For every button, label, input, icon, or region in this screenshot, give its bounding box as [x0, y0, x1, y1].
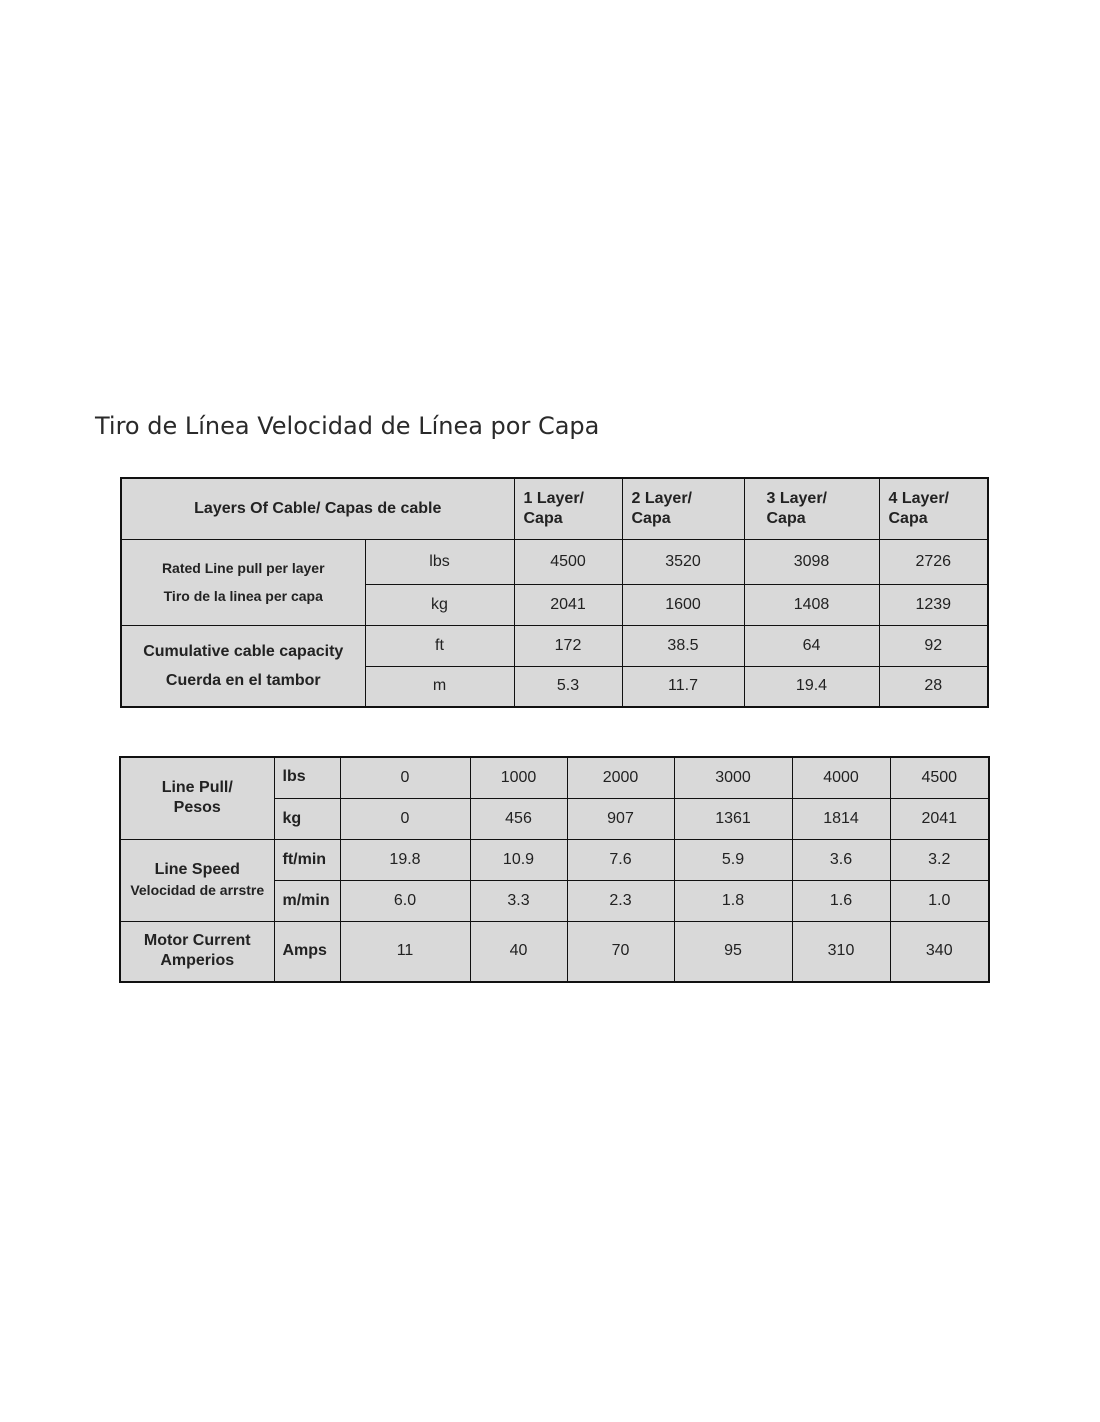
- value-cell: 40: [470, 921, 567, 982]
- value-cell: 1.6: [792, 880, 890, 921]
- value-cell: 38.5: [622, 625, 744, 666]
- layers-header-row: [121, 478, 988, 539]
- layers-table: [120, 477, 989, 708]
- value-cell: 1600: [622, 584, 744, 625]
- unit-cell: m: [365, 666, 514, 707]
- unit-cell: ft: [365, 625, 514, 666]
- line-pull-label: Line Pull/ Pesos: [120, 757, 274, 839]
- table-row: [121, 625, 988, 666]
- value-cell: 70: [567, 921, 674, 982]
- rated-line-pull-label: Rated Line pull per layer Tiro de la linea per capa: [121, 539, 365, 625]
- value-cell: 456: [470, 798, 567, 839]
- value-cell: 3000: [674, 757, 792, 798]
- value-cell: 10.9: [470, 839, 567, 880]
- table-row: [121, 539, 988, 584]
- table-row: [120, 921, 989, 982]
- value-cell: 1000: [470, 757, 567, 798]
- value-cell: 11.7: [622, 666, 744, 707]
- value-cell: 6.0: [340, 880, 470, 921]
- cumulative-capacity-label: Cumulative cable capacity Cuerda en el tambor: [121, 625, 365, 707]
- value-cell: 7.6: [567, 839, 674, 880]
- value-cell: 2041: [890, 798, 989, 839]
- line-speed-label: Line Speed Velocidad de arrstre: [120, 839, 274, 921]
- unit-cell: ft/min: [274, 839, 340, 880]
- layers-header-label: Layers Of Cable/ Capas de cable: [121, 478, 514, 539]
- value-cell: 907: [567, 798, 674, 839]
- unit-cell: Amps: [274, 921, 340, 982]
- value-cell: 3520: [622, 539, 744, 584]
- value-cell: 4500: [514, 539, 622, 584]
- value-cell: 19.8: [340, 839, 470, 880]
- value-cell: 3.2: [890, 839, 989, 880]
- value-cell: 64: [744, 625, 879, 666]
- value-cell: 1408: [744, 584, 879, 625]
- layer-2-header: 2 Layer/ Capa: [622, 478, 744, 539]
- value-cell: 1.0: [890, 880, 989, 921]
- layer-1-header: 1 Layer/ Capa: [514, 478, 622, 539]
- value-cell: 5.3: [514, 666, 622, 707]
- value-cell: 0: [340, 798, 470, 839]
- value-cell: 2.3: [567, 880, 674, 921]
- value-cell: 1361: [674, 798, 792, 839]
- value-cell: 4500: [890, 757, 989, 798]
- value-cell: 1.8: [674, 880, 792, 921]
- value-cell: 0: [340, 757, 470, 798]
- motor-current-label: Motor Current Amperios: [120, 921, 274, 982]
- value-cell: 2000: [567, 757, 674, 798]
- value-cell: 2041: [514, 584, 622, 625]
- value-cell: 3.6: [792, 839, 890, 880]
- layer-4-header: 4 Layer/ Capa: [879, 478, 988, 539]
- value-cell: 11: [340, 921, 470, 982]
- unit-cell: kg: [365, 584, 514, 625]
- unit-cell: lbs: [365, 539, 514, 584]
- value-cell: 19.4: [744, 666, 879, 707]
- value-cell: 3.3: [470, 880, 567, 921]
- value-cell: 28: [879, 666, 988, 707]
- layer-3-header: 3 Layer/ Capa: [744, 478, 879, 539]
- value-cell: 5.9: [674, 839, 792, 880]
- table-row: [120, 839, 989, 880]
- performance-table: [119, 756, 990, 983]
- value-cell: 2726: [879, 539, 988, 584]
- page-title: Tiro de Línea Velocidad de Línea por Capa: [95, 412, 600, 440]
- unit-cell: kg: [274, 798, 340, 839]
- unit-cell: m/min: [274, 880, 340, 921]
- value-cell: 3098: [744, 539, 879, 584]
- table-row: [120, 757, 989, 798]
- value-cell: 92: [879, 625, 988, 666]
- unit-cell: lbs: [274, 757, 340, 798]
- value-cell: 4000: [792, 757, 890, 798]
- value-cell: 172: [514, 625, 622, 666]
- value-cell: 95: [674, 921, 792, 982]
- value-cell: 1239: [879, 584, 988, 625]
- value-cell: 310: [792, 921, 890, 982]
- value-cell: 1814: [792, 798, 890, 839]
- value-cell: 340: [890, 921, 989, 982]
